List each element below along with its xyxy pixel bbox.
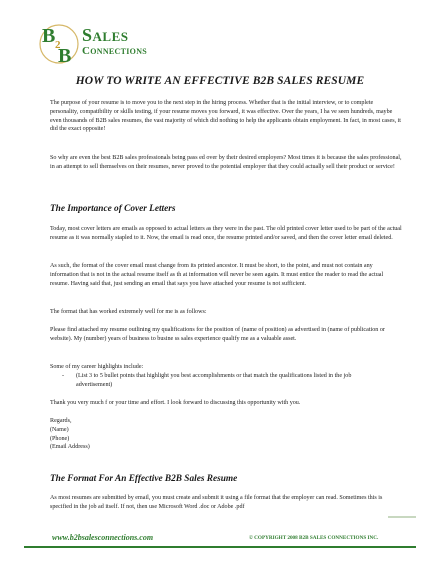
list-item-text: (List 3 to 5 bullet points that highlight you best accomplishments or that match the qualifications listed in the job advertisement)	[76, 373, 352, 388]
footer-divider	[24, 546, 416, 548]
signature-block	[50, 417, 402, 452]
body-paragraph: As such, the format of the cover email must change from its printed ancestor. It must be short, to the point, and must not contain any information that is not in the actual resume itself as th at information will never be seen again. It must entice the reader to read the actual resume. Having said that, just sending an email that says you have attached your resume is not sufficient.	[50, 263, 384, 287]
body-paragraph: As most resumes are submitted by email, you must create and submit it using a file format that the employer can read. Sometimes this is specified in the job ad itself. If not, then use Microsoft Word .doc or Adobe .pdf	[50, 495, 383, 510]
intro-paragraph: So why are even the best B2B sales professionals being pass ed over by their desired employers? Most times it is because the sales professional, in an attempt to sell themselves on their resumes, never proved to the potential employer that they could actually sell their product or service!	[50, 155, 402, 170]
page-title: HOW TO WRITE AN EFFECTIVE B2B SALES RESUME	[75, 75, 365, 87]
logo-word-connections: Connections	[82, 45, 148, 57]
decorative-divider	[388, 516, 416, 518]
logo-word-sales: Sales	[82, 25, 129, 45]
body-paragraph: Please find attached my resume outlining my qualifications for the position of (name of position) as advertised in (name of publication or website). My (number) years of business to busine ss sales experience qualify me as a valuable asset.	[50, 327, 385, 342]
body-paragraph: The format that has worked extremely well for me is as follows:	[50, 309, 207, 315]
signature-line: (Phone)	[50, 435, 70, 442]
svg-text:B: B	[42, 25, 56, 47]
svg-text:2: 2	[55, 39, 61, 51]
b2b-logo-icon	[38, 20, 80, 68]
footer-website-link[interactable]: www.b2bsalesconnections.com	[52, 533, 154, 542]
section-heading-cover-letters: The Importance of Cover Letters	[50, 204, 176, 214]
footer-copyright: © COPYRIGHT 2008 B2B SALES CONNECTIONS INC.	[249, 535, 379, 541]
signature-line: (Name)	[50, 426, 69, 433]
closing-paragraph: Thank you very much f or your time and effort. I look forward to discussing this opportunity with you.	[50, 400, 301, 406]
intro-paragraph: The purpose of your resume is to move you to the next step in the hiring process. Whether that is the initial interview, or to complete personality, compatibility or skills testing, if your resume moves you forward, it was effective. Over the years, I ha ve seen hundreds, maybe even thousands of B2B sales resumes, the vast majority of which did nothing to help the applicants obtain employment. In fact, in most cases, it did the exact opposite!	[50, 100, 402, 133]
list-item	[62, 372, 392, 392]
svg-text:B: B	[58, 45, 72, 67]
signature-line: Regards,	[50, 418, 72, 424]
section-heading-resume-format: The Format For An Effective B2B Sales Resume	[50, 474, 238, 484]
company-logo	[38, 20, 148, 70]
body-paragraph: Today, most cover letters are emails as opposed to actual letters as they were in the past. The old printed cover letter used to be part of the actual resume as it was normally stapled to it. Now, the email is read once, the resume printed and/or saved, and then the cover letter email deleted.	[50, 226, 402, 241]
list-bullet: -	[62, 373, 65, 379]
signature-line: (Email Address)	[50, 444, 90, 451]
body-paragraph: Some of my career highlights include:	[50, 364, 144, 370]
